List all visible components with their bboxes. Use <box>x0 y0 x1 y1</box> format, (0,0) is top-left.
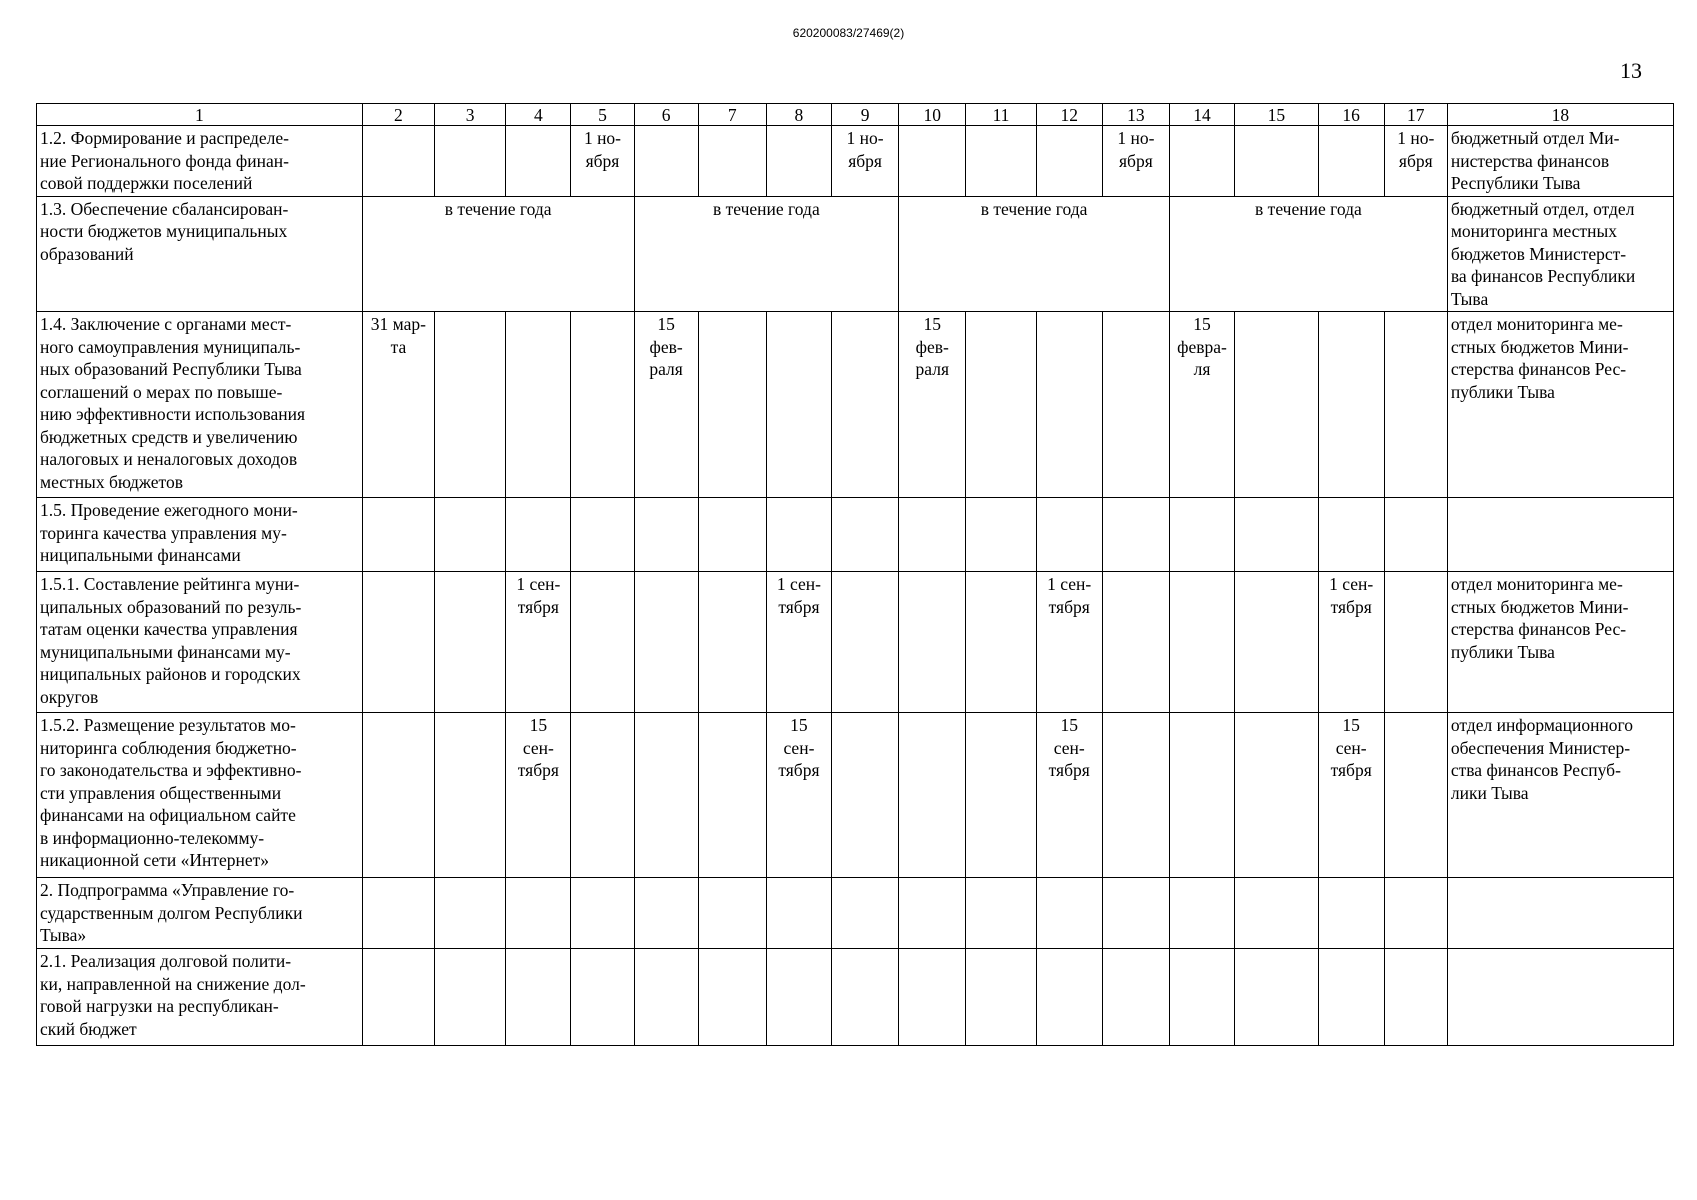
empty-cell <box>698 949 766 1046</box>
empty-cell <box>899 949 966 1046</box>
empty-cell <box>1169 713 1234 878</box>
empty-cell <box>1102 949 1169 1046</box>
empty-cell <box>766 312 831 498</box>
empty-cell <box>698 498 766 572</box>
empty-cell <box>966 498 1036 572</box>
empty-cell <box>1169 949 1234 1046</box>
empty-cell <box>1235 713 1318 878</box>
empty-cell <box>1447 878 1673 949</box>
empty-cell <box>899 126 966 197</box>
empty-cell <box>966 126 1036 197</box>
empty-cell <box>1384 498 1447 572</box>
empty-cell <box>698 878 766 949</box>
empty-cell <box>1169 572 1234 713</box>
empty-cell <box>362 949 434 1046</box>
document-id: 620200083/27469(2) <box>792 26 905 40</box>
empty-cell <box>1036 312 1102 498</box>
empty-cell <box>899 713 966 878</box>
empty-cell <box>1169 878 1234 949</box>
empty-cell <box>1447 949 1673 1046</box>
responsible-cell: бюджетный отдел Ми- нистерства финансов Республики Тыва <box>1447 126 1673 197</box>
empty-cell <box>1102 312 1169 498</box>
empty-cell <box>506 949 571 1046</box>
empty-cell <box>362 126 434 197</box>
header-cell: 16 <box>1318 104 1384 126</box>
header-cell: 9 <box>832 104 899 126</box>
empty-cell <box>1036 878 1102 949</box>
empty-cell <box>766 126 831 197</box>
empty-cell <box>1384 312 1447 498</box>
empty-cell <box>1235 312 1318 498</box>
header-cell: 4 <box>506 104 571 126</box>
empty-cell <box>571 878 634 949</box>
empty-cell <box>571 713 634 878</box>
empty-cell <box>1384 572 1447 713</box>
empty-cell <box>1102 498 1169 572</box>
empty-cell <box>435 878 506 949</box>
empty-cell <box>1447 498 1673 572</box>
header-cell: 5 <box>571 104 634 126</box>
header-cell: 18 <box>1447 104 1673 126</box>
row-title: 1.4. Заключение с органами мест- ного самоуправления муниципаль- ных образований Республики Тыва соглашений о мерах по повыше- нию эффективности использования бюджетных средств и увеличению налоговых и неналоговых доходов местных бюджетов <box>37 312 363 498</box>
header-cell: 11 <box>966 104 1036 126</box>
empty-cell <box>1102 878 1169 949</box>
responsible-cell: отдел мониторинга ме- стных бюджетов Мини- стерства финансов Рес- публики Тыва <box>1447 572 1673 713</box>
empty-cell <box>832 949 899 1046</box>
empty-cell <box>832 312 899 498</box>
empty-cell <box>571 312 634 498</box>
date-cell: 1 но- ября <box>832 126 899 197</box>
date-cell: 1 сен- тября <box>1036 572 1102 713</box>
table-row <box>37 878 1674 949</box>
empty-cell <box>634 572 698 713</box>
empty-cell <box>1235 498 1318 572</box>
date-cell: 15 сен- тября <box>506 713 571 878</box>
table-row <box>37 126 1674 197</box>
empty-cell <box>966 878 1036 949</box>
empty-cell <box>766 949 831 1046</box>
empty-cell <box>832 498 899 572</box>
row-title: 1.5.1. Составление рейтинга муни- ципальных образований по резуль- татам оценки качества управления муниципальными финансами му- ниципальных районов и городских округов <box>37 572 363 713</box>
date-cell: 15 фев- раля <box>634 312 698 498</box>
empty-cell <box>1235 878 1318 949</box>
date-cell: 15 сен- тября <box>766 713 831 878</box>
empty-cell <box>435 713 506 878</box>
empty-cell <box>698 126 766 197</box>
empty-cell <box>698 312 766 498</box>
empty-cell <box>1235 126 1318 197</box>
empty-cell <box>1318 949 1384 1046</box>
empty-cell <box>506 498 571 572</box>
empty-cell <box>1102 572 1169 713</box>
responsible-cell: бюджетный отдел, отдел мониторинга местных бюджетов Министерст- ва финансов Республики Тыва <box>1447 196 1673 312</box>
date-cell: 15 сен- тября <box>1036 713 1102 878</box>
empty-cell <box>634 498 698 572</box>
empty-cell <box>1384 713 1447 878</box>
header-cell: 6 <box>634 104 698 126</box>
responsible-cell: отдел мониторинга ме- стных бюджетов Мини- стерства финансов Рес- публики Тыва <box>1447 312 1673 498</box>
empty-cell <box>435 498 506 572</box>
empty-cell <box>1235 572 1318 713</box>
empty-cell <box>899 878 966 949</box>
empty-cell <box>698 572 766 713</box>
empty-cell <box>1036 498 1102 572</box>
empty-cell <box>435 312 506 498</box>
empty-cell <box>571 498 634 572</box>
schedule-table <box>36 103 1674 1046</box>
row-title: 1.3. Обеспечение сбалансирован- ности бюджетов муниципальных образований <box>37 196 363 312</box>
date-cell: 1 но- ября <box>1384 126 1447 197</box>
empty-cell <box>766 498 831 572</box>
empty-cell <box>506 878 571 949</box>
period-cell: в течение года <box>362 196 634 312</box>
empty-cell <box>435 126 506 197</box>
empty-cell <box>966 713 1036 878</box>
table-row <box>37 949 1674 1046</box>
empty-cell <box>634 949 698 1046</box>
period-cell: в течение года <box>634 196 899 312</box>
empty-cell <box>1384 878 1447 949</box>
empty-cell <box>1318 878 1384 949</box>
empty-cell <box>571 949 634 1046</box>
responsible-cell: отдел информационного обеспечения Министер- ства финансов Респуб- лики Тыва <box>1447 713 1673 878</box>
table-row <box>37 572 1674 713</box>
row-title: 1.5.2. Размещение результатов мо- ниторинга соблюдения бюджетно- го законодательства и эффективно- сти управления общественными финансами на официальном сайте в информационно-телекомму- никационной сети «Интернет» <box>37 713 363 878</box>
header-cell: 17 <box>1384 104 1447 126</box>
table-row <box>37 312 1674 498</box>
empty-cell <box>1036 949 1102 1046</box>
empty-cell <box>766 878 831 949</box>
header-cell: 10 <box>899 104 966 126</box>
row-title: 1.2. Формирование и распределе- ние Регионального фонда финан- совой поддержки поселений <box>37 126 363 197</box>
table-header-row <box>37 104 1674 126</box>
date-cell: 15 фев- раля <box>899 312 966 498</box>
empty-cell <box>698 713 766 878</box>
header-cell: 7 <box>698 104 766 126</box>
header-cell: 15 <box>1235 104 1318 126</box>
empty-cell <box>1036 126 1102 197</box>
empty-cell <box>832 572 899 713</box>
empty-cell <box>1102 713 1169 878</box>
date-cell: 15 февра- ля <box>1169 312 1234 498</box>
row-title: 2.1. Реализация долговой полити- ки, направленной на снижение дол- говой нагрузки на республикан- ский бюджет <box>37 949 363 1046</box>
empty-cell <box>1169 498 1234 572</box>
table-row <box>37 196 1674 312</box>
empty-cell <box>506 312 571 498</box>
table-row <box>37 713 1674 878</box>
empty-cell <box>1318 126 1384 197</box>
header-cell: 12 <box>1036 104 1102 126</box>
date-cell: 31 мар- та <box>362 312 434 498</box>
header-cell: 14 <box>1169 104 1234 126</box>
empty-cell <box>1318 312 1384 498</box>
period-cell: в течение года <box>899 196 1170 312</box>
empty-cell <box>634 126 698 197</box>
empty-cell <box>435 572 506 713</box>
row-title: 2. Подпрограмма «Управление го- сударственным долгом Республики Тыва» <box>37 878 363 949</box>
header-cell: 1 <box>37 104 363 126</box>
page-number: 13 <box>1620 58 1642 83</box>
empty-cell <box>966 949 1036 1046</box>
date-cell: 1 сен- тября <box>766 572 831 713</box>
empty-cell <box>966 312 1036 498</box>
empty-cell <box>1235 949 1318 1046</box>
empty-cell <box>506 126 571 197</box>
empty-cell <box>362 572 434 713</box>
empty-cell <box>362 878 434 949</box>
empty-cell <box>966 572 1036 713</box>
header-cell: 2 <box>362 104 434 126</box>
empty-cell <box>362 713 434 878</box>
date-cell: 1 но- ября <box>571 126 634 197</box>
empty-cell <box>1318 498 1384 572</box>
empty-cell <box>899 498 966 572</box>
table-row <box>37 498 1674 572</box>
header-cell: 8 <box>766 104 831 126</box>
date-cell: 1 сен- тября <box>506 572 571 713</box>
empty-cell <box>435 949 506 1046</box>
row-title: 1.5. Проведение ежегодного мони- торинга качества управления му- ниципальными финансами <box>37 498 363 572</box>
date-cell: 1 но- ября <box>1102 126 1169 197</box>
empty-cell <box>634 878 698 949</box>
date-cell: 15 сен- тября <box>1318 713 1384 878</box>
empty-cell <box>571 572 634 713</box>
header-cell: 3 <box>435 104 506 126</box>
empty-cell <box>634 713 698 878</box>
empty-cell <box>832 878 899 949</box>
header-cell: 13 <box>1102 104 1169 126</box>
empty-cell <box>1169 126 1234 197</box>
empty-cell <box>1384 949 1447 1046</box>
period-cell: в течение года <box>1169 196 1447 312</box>
date-cell: 1 сен- тября <box>1318 572 1384 713</box>
empty-cell <box>362 498 434 572</box>
empty-cell <box>899 572 966 713</box>
empty-cell <box>832 713 899 878</box>
